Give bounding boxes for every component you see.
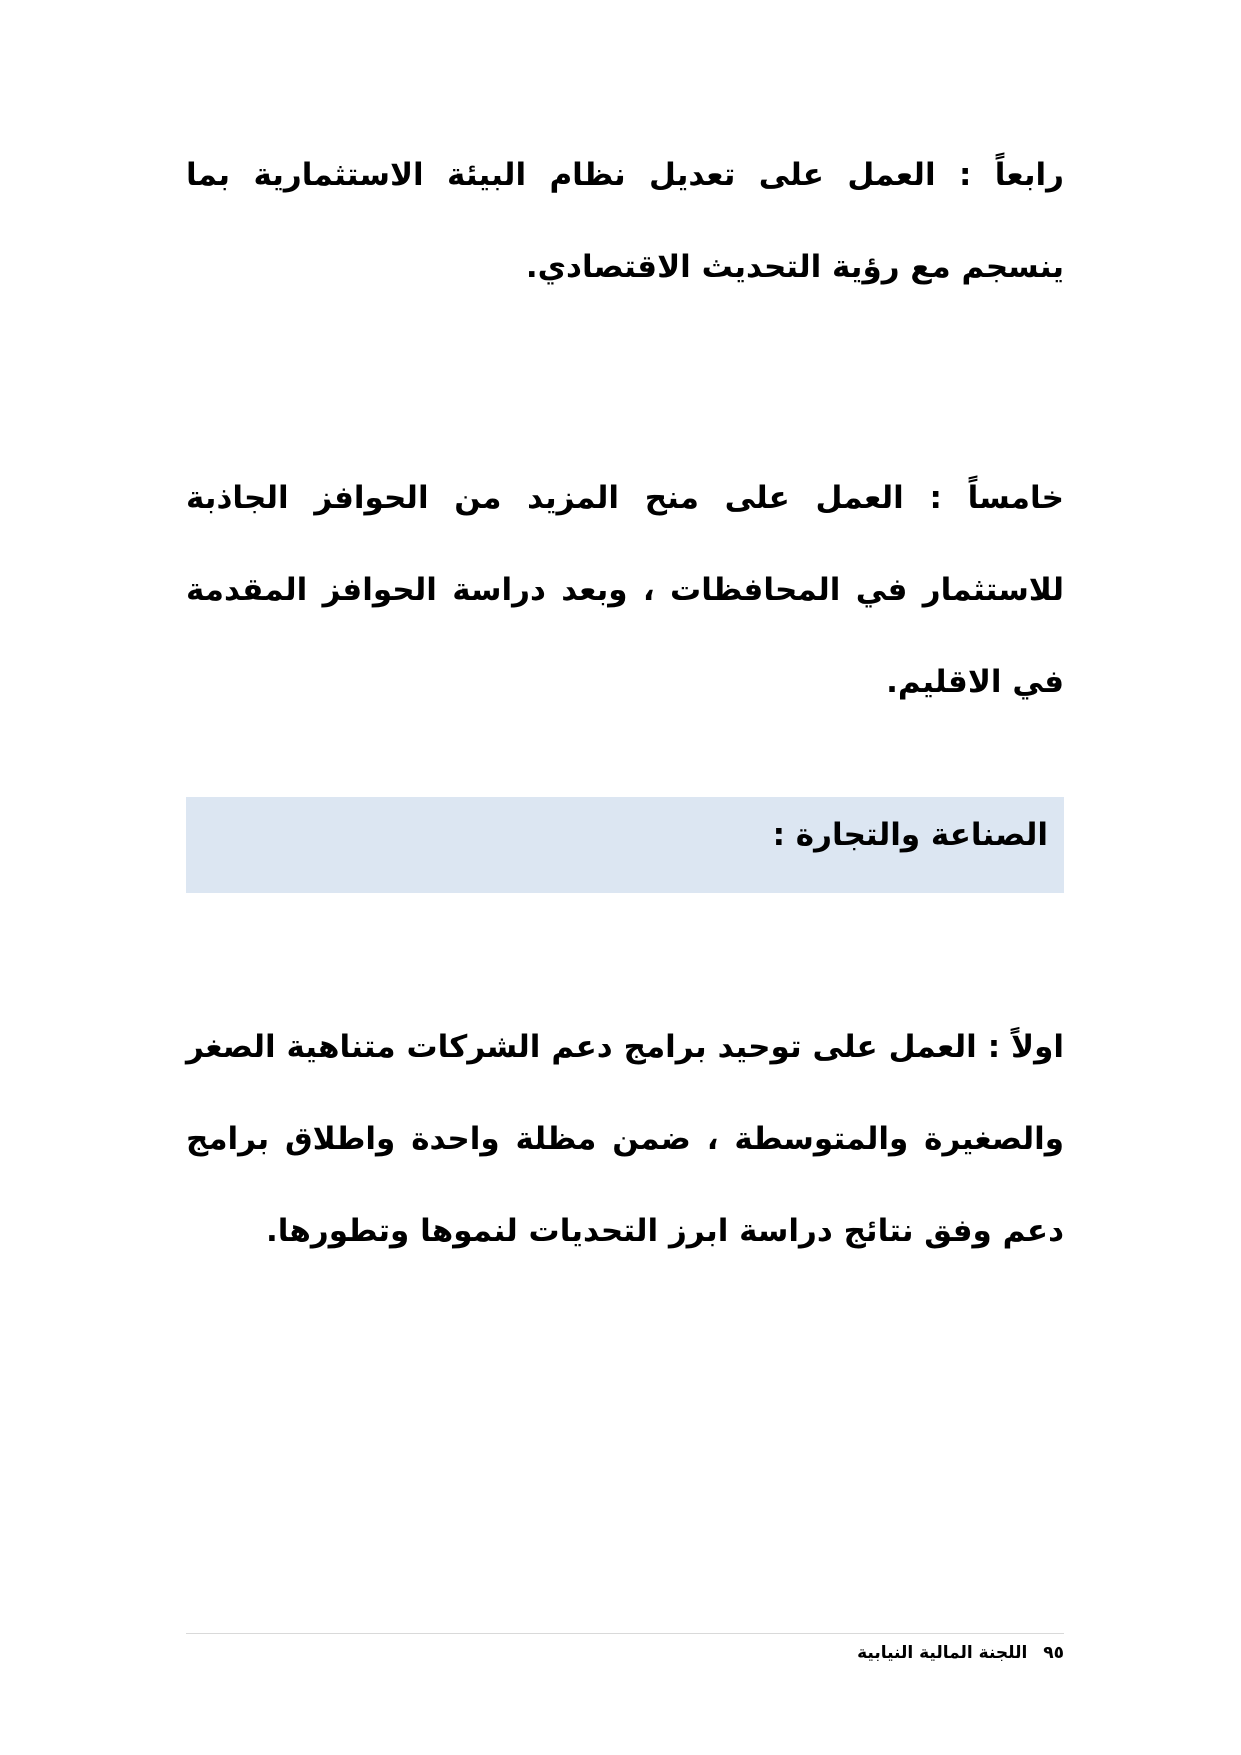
footer-divider (186, 1633, 1064, 1634)
section-heading-band (186, 797, 1064, 893)
paragraph-rabian: رابعاً : العمل على تعديل نظام البيئة الاستثمارية بما ينسجم مع رؤية التحديث الاقتصادي. (186, 157, 1064, 285)
page-number: ٩٥ (1043, 1643, 1064, 1663)
paragraph-khamisan: خامساً : العمل على منح المزيد من الحوافز الجاذبة للاستثمار في المحافظات ، وبعد دراسة الحوافز المقدمة في الاقليم. (186, 480, 1064, 700)
section-heading-industry-trade: الصناعة والتجارة : (772, 817, 1048, 853)
page-footer (857, 1641, 1064, 1665)
footer-committee-name: اللجنة المالية النيابية (857, 1643, 1028, 1663)
paragraph-awalan: اولاً : العمل على توحيد برامج دعم الشركات متناهية الصغر والصغيرة والمتوسطة ، ضمن مظلة واحدة واطلاق برامج دعم وفق نتائج دراسة ابرز التحديات لنموها وتطورها. (186, 1029, 1064, 1249)
